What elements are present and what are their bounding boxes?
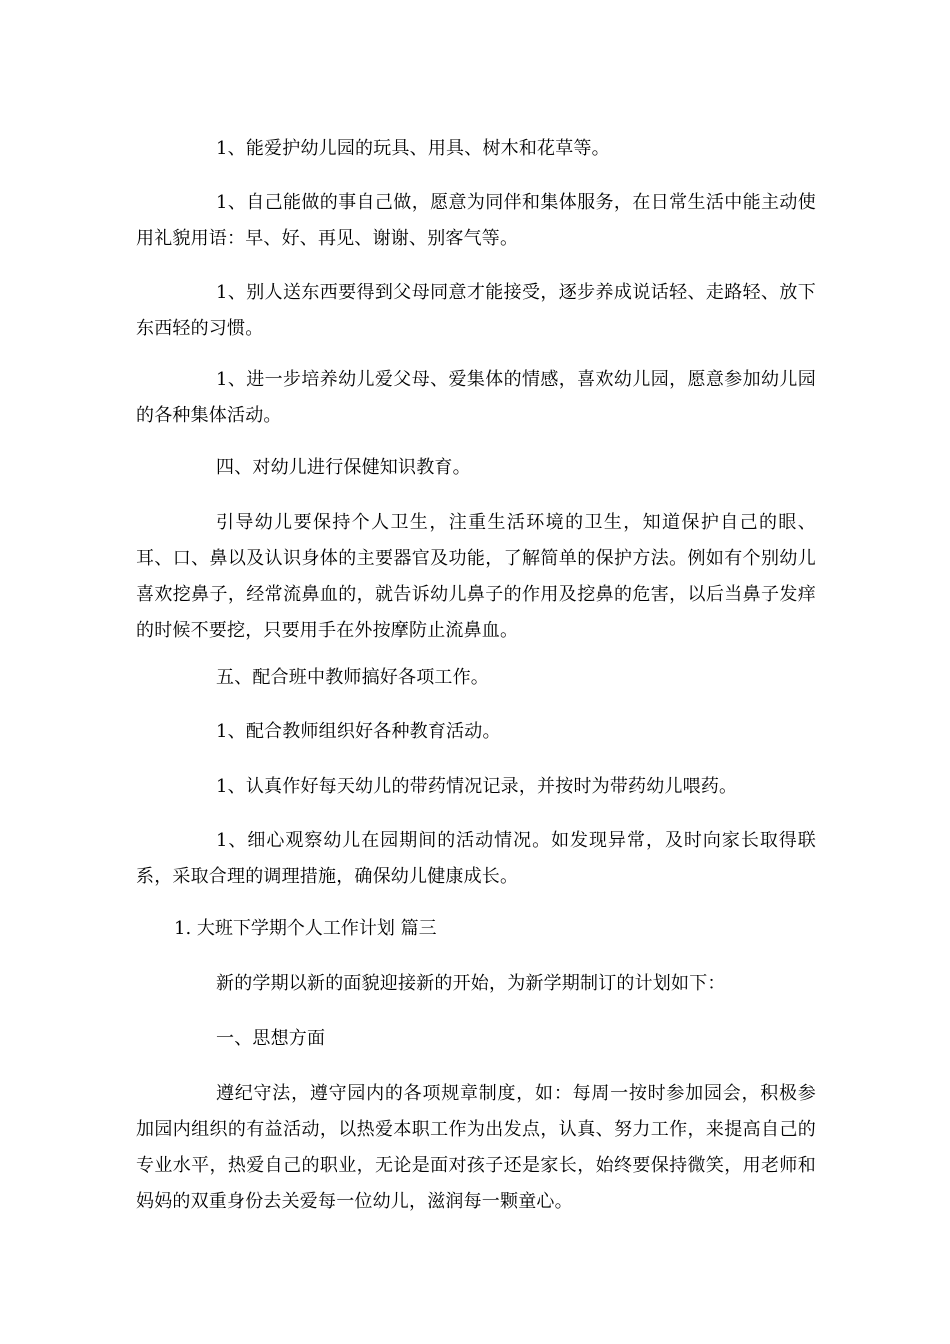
paragraph-observe-children: 1、细心观察幼儿在园期间的活动情况。如发现异常，及时向家长取得联系，采取合理的调理措施，确保幼儿健康成长。 — [136, 830, 816, 887]
paragraph-hygiene: 引导幼儿要保持个人卫生，注重生活环境的卫生，知道保护自己的眼、耳、口、鼻以及认识身体的主要器官及功能，了解简单的保护方法。例如有个别幼儿喜欢挖鼻子，经常流鼻血的，就告诉幼儿鼻子的作用及挖鼻的危害，以后当鼻子发痒的时候不要挖，只要用手在外按摩防止流鼻血。 — [136, 512, 816, 641]
section-heading: 1. 大班下学期个人工作计划 篇三 — [174, 918, 437, 939]
paragraph-health-heading: 四、对幼儿进行保健知识教育。 — [216, 457, 471, 478]
paragraph-thought-heading: 一、思想方面 — [216, 1028, 326, 1049]
paragraph-new-semester: 新的学期以新的面貌迎接新的开始，为新学期制订的计划如下： — [216, 973, 726, 994]
paragraph-self-service: 1、自己能做的事自己做，愿意为同伴和集体服务，在日常生活中能主动使用礼貌用语：早、好、再见、谢谢、别客气等。 — [136, 192, 816, 249]
paragraph-medicine-record: 1、认真作好每天幼儿的带药情况记录，并按时为带药幼儿喂药。 — [216, 776, 738, 797]
paragraph-cooperate-heading: 五、配合班中教师搞好各项工作。 — [216, 667, 489, 688]
paragraph-love-collective: 1、进一步培养幼儿爱父母、爱集体的情感，喜欢幼儿园，愿意参加幼儿园的各种集体活动。 — [136, 369, 816, 426]
paragraph-discipline: 遵纪守法，遵守园内的各项规章制度，如：每周一按时参加园会，积极参加园内组织的有益活动，以热爱本职工作为出发点，认真、努力工作，来提高自己的专业水平，热爱自己的职业，无论是面对孩子还是家长，始终要保持微笑，用老师和妈妈的双重身份去关爱每一位幼儿，滋润每一颗童心。 — [136, 1083, 816, 1212]
paragraph-organize-activities: 1、配合教师组织好各种教育活动。 — [216, 721, 501, 742]
paragraph-care-toys: 1、能爱护幼儿园的玩具、用具、树木和花草等。 — [216, 138, 610, 159]
paragraph-parent-consent: 1、别人送东西要得到父母同意才能接受，逐步养成说话轻、走路轻、放下东西轻的习惯。 — [136, 282, 816, 339]
